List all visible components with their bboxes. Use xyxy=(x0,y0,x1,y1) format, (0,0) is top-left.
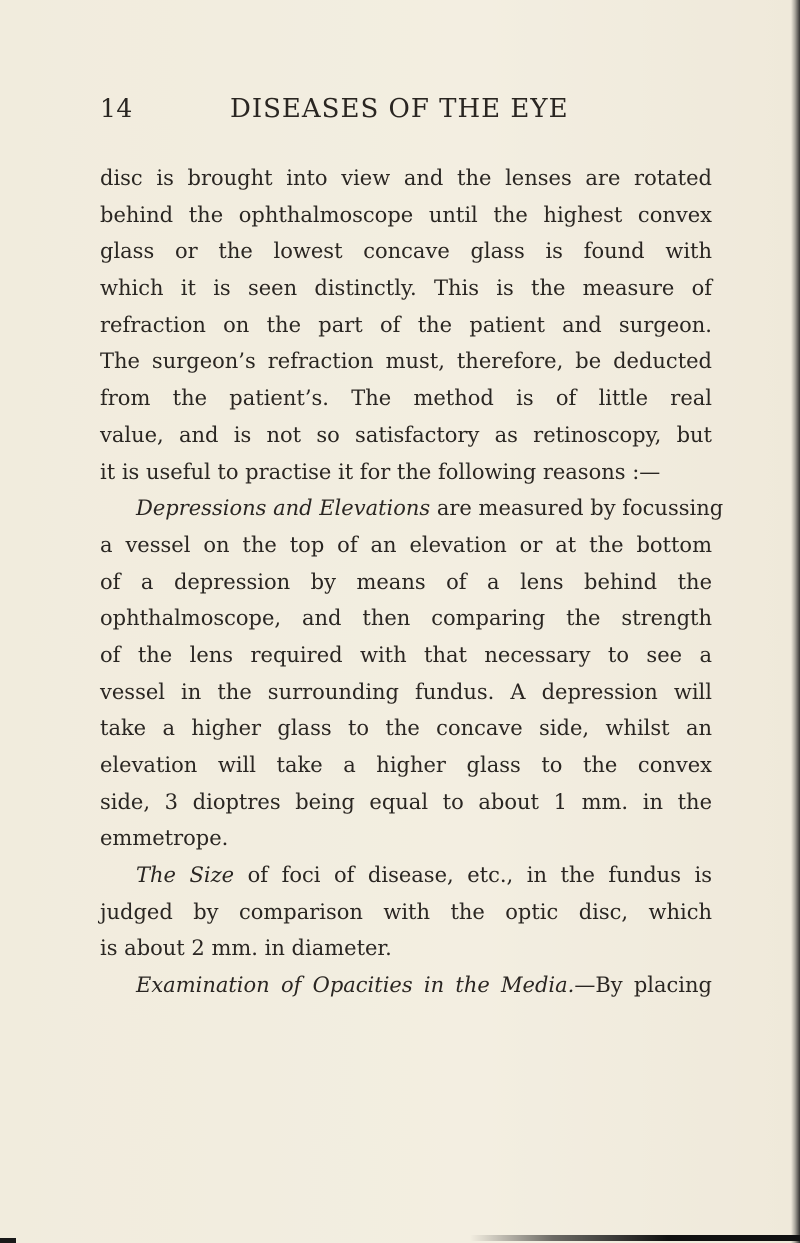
text-line: of a depression by means of a lens behind the xyxy=(100,569,712,594)
text-line: elevation will take a higher glass to the convex xyxy=(100,753,712,777)
text-line: a vessel on the top of an elevation or at the bottom xyxy=(100,532,712,557)
text-line: from the patient’s. The method is of little real xyxy=(100,386,712,411)
section-lead: Examination of Opacities in the Media. xyxy=(136,973,575,998)
text-line: judged by comparison with the optic disc, which xyxy=(100,899,712,924)
text-line: take a higher glass to the concave side, whilst an xyxy=(100,716,712,741)
text-run: are measured by focussing xyxy=(430,496,724,521)
text-run: of foci of disease, etc., in the fundus is xyxy=(234,863,712,888)
text-line: is about 2 mm. in diameter. xyxy=(100,936,392,961)
text-line: value, and is not so satisfactory as retinoscopy, but xyxy=(100,422,712,447)
text-line xyxy=(100,857,712,894)
text-line xyxy=(100,490,724,527)
text-line: it is useful to practise it for the following reasons :— xyxy=(100,459,661,484)
text-line: side, 3 dioptres being equal to about 1 mm. in the xyxy=(100,789,712,814)
text-line: ophthalmoscope, and then comparing the strength xyxy=(100,606,712,631)
text-line: disc is brought into view and the lenses are rotated xyxy=(100,166,712,190)
section-lead: Depressions and Elevations xyxy=(136,496,431,521)
section-lead: The Size xyxy=(136,863,235,888)
text-line: The surgeon’s refraction must, therefore, be deducted xyxy=(100,349,712,374)
text-line: vessel in the surrounding fundus. A depression will xyxy=(100,679,712,704)
corner-mark xyxy=(0,1238,16,1243)
running-head xyxy=(100,94,710,134)
text-line: behind the ophthalmoscope until the highest convex xyxy=(100,202,712,227)
text-line: glass or the lowest concave glass is found with xyxy=(100,239,712,264)
text-run: —By placing xyxy=(574,973,712,998)
page-edge-shadow xyxy=(791,0,800,1243)
page-number: 14 xyxy=(100,94,133,123)
text-line xyxy=(100,967,712,1004)
text-line: of the lens required with that necessary to see a xyxy=(100,642,712,667)
page-bottom-shadow xyxy=(470,1235,800,1241)
text-line: refraction on the part of the patient and surgeon. xyxy=(100,312,712,337)
body-text xyxy=(100,160,724,1004)
page-title: DISEASES OF THE EYE xyxy=(230,94,569,124)
text-line: which it is seen distinctly. This is the measure of xyxy=(100,276,712,301)
text-line: emmetrope. xyxy=(100,826,229,851)
